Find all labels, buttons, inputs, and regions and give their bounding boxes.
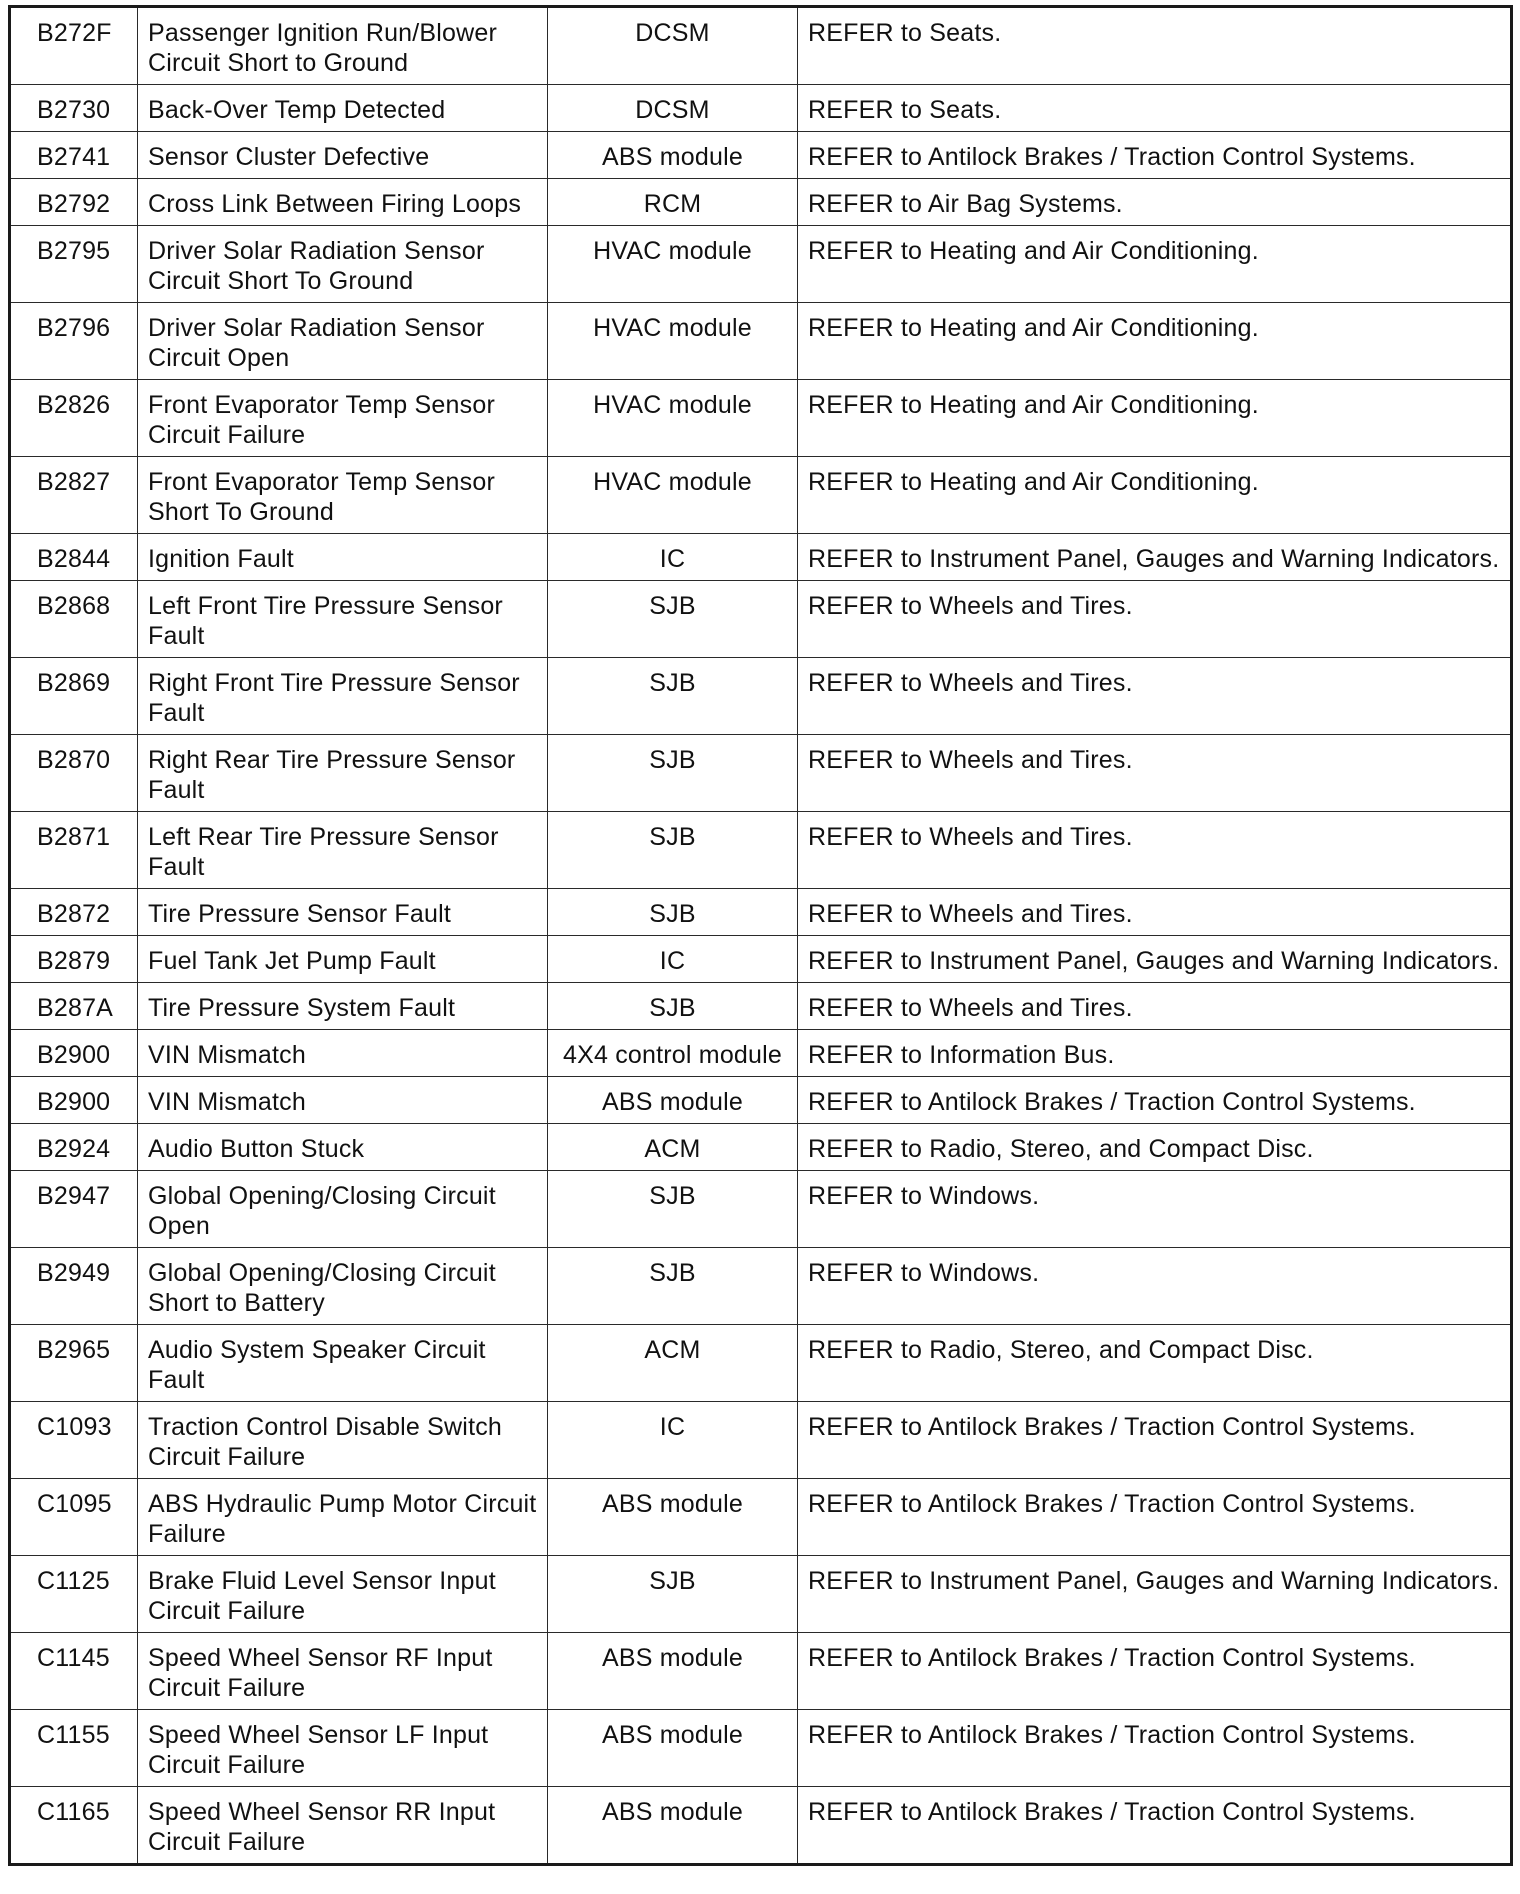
dtc-action-cell: REFER to Antilock Brakes / Traction Control Systems. <box>798 1077 1512 1124</box>
dtc-code-cell: B2900 <box>10 1077 138 1124</box>
dtc-action-cell: REFER to Antilock Brakes / Traction Control Systems. <box>798 1710 1512 1787</box>
dtc-action-cell: REFER to Windows. <box>798 1171 1512 1248</box>
dtc-description-cell: Speed Wheel Sensor LF Input Circuit Failure <box>138 1710 548 1787</box>
dtc-action-cell: REFER to Windows. <box>798 1248 1512 1325</box>
table-row <box>10 380 1512 457</box>
dtc-module-cell: RCM <box>548 179 798 226</box>
dtc-action-cell: REFER to Heating and Air Conditioning. <box>798 303 1512 380</box>
dtc-description-cell: VIN Mismatch <box>138 1077 548 1124</box>
dtc-module-cell: SJB <box>548 735 798 812</box>
dtc-code-cell: B2741 <box>10 132 138 179</box>
dtc-module-cell: HVAC module <box>548 303 798 380</box>
dtc-module-cell: DCSM <box>548 85 798 132</box>
table-row <box>10 1556 1512 1633</box>
table-row <box>10 1479 1512 1556</box>
dtc-description-cell: Speed Wheel Sensor RR Input Circuit Failure <box>138 1787 548 1865</box>
dtc-code-cell: B2872 <box>10 889 138 936</box>
dtc-action-cell: REFER to Wheels and Tires. <box>798 735 1512 812</box>
dtc-action-cell: REFER to Air Bag Systems. <box>798 179 1512 226</box>
table-row <box>10 1710 1512 1787</box>
dtc-description-cell: Audio Button Stuck <box>138 1124 548 1171</box>
dtc-description-cell: Global Opening/Closing Circuit Open <box>138 1171 548 1248</box>
dtc-code-cell: B2868 <box>10 581 138 658</box>
dtc-code-cell: B2924 <box>10 1124 138 1171</box>
dtc-action-cell: REFER to Antilock Brakes / Traction Control Systems. <box>798 1787 1512 1865</box>
dtc-code-cell: C1125 <box>10 1556 138 1633</box>
dtc-action-cell: REFER to Heating and Air Conditioning. <box>798 226 1512 303</box>
dtc-code-cell: C1095 <box>10 1479 138 1556</box>
dtc-code-cell: B2879 <box>10 936 138 983</box>
table-row <box>10 1402 1512 1479</box>
dtc-module-cell: ABS module <box>548 1787 798 1865</box>
dtc-module-cell: DCSM <box>548 7 798 85</box>
dtc-code-cell: B2795 <box>10 226 138 303</box>
dtc-action-cell: REFER to Seats. <box>798 85 1512 132</box>
table-row <box>10 1077 1512 1124</box>
dtc-description-cell: Driver Solar Radiation Sensor Circuit Short To Ground <box>138 226 548 303</box>
dtc-code-cell: B2870 <box>10 735 138 812</box>
dtc-module-cell: ABS module <box>548 132 798 179</box>
dtc-description-cell: Front Evaporator Temp Sensor Circuit Failure <box>138 380 548 457</box>
dtc-module-cell: ABS module <box>548 1633 798 1710</box>
dtc-module-cell: IC <box>548 1402 798 1479</box>
dtc-code-cell: C1165 <box>10 1787 138 1865</box>
dtc-description-cell: Tire Pressure Sensor Fault <box>138 889 548 936</box>
table-row <box>10 303 1512 380</box>
dtc-module-cell: ACM <box>548 1124 798 1171</box>
table-row <box>10 983 1512 1030</box>
dtc-description-cell: Ignition Fault <box>138 534 548 581</box>
dtc-module-cell: SJB <box>548 1556 798 1633</box>
dtc-description-cell: Traction Control Disable Switch Circuit Failure <box>138 1402 548 1479</box>
dtc-table <box>8 5 1513 1866</box>
table-row <box>10 1124 1512 1171</box>
dtc-code-cell: B287A <box>10 983 138 1030</box>
dtc-description-cell: Right Front Tire Pressure Sensor Fault <box>138 658 548 735</box>
dtc-description-cell: Back-Over Temp Detected <box>138 85 548 132</box>
dtc-description-cell: Audio System Speaker Circuit Fault <box>138 1325 548 1402</box>
dtc-code-cell: C1093 <box>10 1402 138 1479</box>
table-row <box>10 85 1512 132</box>
table-row <box>10 581 1512 658</box>
dtc-description-cell: Front Evaporator Temp Sensor Short To Ground <box>138 457 548 534</box>
dtc-description-cell: Right Rear Tire Pressure Sensor Fault <box>138 735 548 812</box>
dtc-code-cell: B2827 <box>10 457 138 534</box>
dtc-module-cell: 4X4 control module <box>548 1030 798 1077</box>
dtc-description-cell: Left Rear Tire Pressure Sensor Fault <box>138 812 548 889</box>
dtc-action-cell: REFER to Instrument Panel, Gauges and Warning Indicators. <box>798 1556 1512 1633</box>
dtc-module-cell: SJB <box>548 581 798 658</box>
table-row <box>10 457 1512 534</box>
dtc-action-cell: REFER to Wheels and Tires. <box>798 812 1512 889</box>
dtc-description-cell: Speed Wheel Sensor RF Input Circuit Failure <box>138 1633 548 1710</box>
dtc-code-cell: B2869 <box>10 658 138 735</box>
table-row <box>10 1171 1512 1248</box>
dtc-module-cell: IC <box>548 534 798 581</box>
dtc-module-cell: HVAC module <box>548 457 798 534</box>
dtc-code-cell: B2900 <box>10 1030 138 1077</box>
dtc-module-cell: SJB <box>548 658 798 735</box>
dtc-code-cell: B2730 <box>10 85 138 132</box>
dtc-code-cell: B2949 <box>10 1248 138 1325</box>
dtc-code-cell: B2792 <box>10 179 138 226</box>
dtc-code-cell: B2871 <box>10 812 138 889</box>
dtc-code-cell: C1155 <box>10 1710 138 1787</box>
dtc-action-cell: REFER to Radio, Stereo, and Compact Disc. <box>798 1124 1512 1171</box>
dtc-action-cell: REFER to Wheels and Tires. <box>798 658 1512 735</box>
dtc-code-cell: B2965 <box>10 1325 138 1402</box>
dtc-action-cell: REFER to Information Bus. <box>798 1030 1512 1077</box>
dtc-module-cell: SJB <box>548 1171 798 1248</box>
dtc-module-cell: ACM <box>548 1325 798 1402</box>
table-row <box>10 534 1512 581</box>
table-row <box>10 1248 1512 1325</box>
dtc-action-cell: REFER to Instrument Panel, Gauges and Warning Indicators. <box>798 534 1512 581</box>
dtc-action-cell: REFER to Radio, Stereo, and Compact Disc. <box>798 1325 1512 1402</box>
table-row <box>10 1787 1512 1865</box>
dtc-module-cell: SJB <box>548 812 798 889</box>
dtc-module-cell: SJB <box>548 1248 798 1325</box>
dtc-description-cell: Passenger Ignition Run/Blower Circuit Short to Ground <box>138 7 548 85</box>
dtc-code-cell: B2796 <box>10 303 138 380</box>
dtc-action-cell: REFER to Antilock Brakes / Traction Control Systems. <box>798 1479 1512 1556</box>
dtc-code-cell: B2826 <box>10 380 138 457</box>
table-row <box>10 812 1512 889</box>
table-row <box>10 1030 1512 1077</box>
dtc-description-cell: Fuel Tank Jet Pump Fault <box>138 936 548 983</box>
dtc-code-cell: C1145 <box>10 1633 138 1710</box>
dtc-module-cell: ABS module <box>548 1710 798 1787</box>
table-row <box>10 7 1512 85</box>
dtc-action-cell: REFER to Antilock Brakes / Traction Control Systems. <box>798 132 1512 179</box>
dtc-table-body <box>10 7 1512 1865</box>
table-row <box>10 132 1512 179</box>
dtc-description-cell: Driver Solar Radiation Sensor Circuit Open <box>138 303 548 380</box>
dtc-module-cell: SJB <box>548 889 798 936</box>
dtc-action-cell: REFER to Seats. <box>798 7 1512 85</box>
dtc-action-cell: REFER to Wheels and Tires. <box>798 983 1512 1030</box>
dtc-description-cell: Sensor Cluster Defective <box>138 132 548 179</box>
table-row <box>10 658 1512 735</box>
table-row <box>10 179 1512 226</box>
table-row <box>10 1633 1512 1710</box>
dtc-action-cell: REFER to Heating and Air Conditioning. <box>798 457 1512 534</box>
dtc-description-cell: VIN Mismatch <box>138 1030 548 1077</box>
dtc-description-cell: Global Opening/Closing Circuit Short to Battery <box>138 1248 548 1325</box>
dtc-action-cell: REFER to Instrument Panel, Gauges and Warning Indicators. <box>798 936 1512 983</box>
dtc-module-cell: SJB <box>548 983 798 1030</box>
table-row <box>10 226 1512 303</box>
dtc-description-cell: Tire Pressure System Fault <box>138 983 548 1030</box>
dtc-module-cell: HVAC module <box>548 380 798 457</box>
dtc-action-cell: REFER to Wheels and Tires. <box>798 889 1512 936</box>
table-row <box>10 1325 1512 1402</box>
table-row <box>10 889 1512 936</box>
dtc-action-cell: REFER to Antilock Brakes / Traction Control Systems. <box>798 1633 1512 1710</box>
dtc-description-cell: Left Front Tire Pressure Sensor Fault <box>138 581 548 658</box>
dtc-module-cell: HVAC module <box>548 226 798 303</box>
dtc-code-cell: B2947 <box>10 1171 138 1248</box>
dtc-module-cell: IC <box>548 936 798 983</box>
dtc-description-cell: Cross Link Between Firing Loops <box>138 179 548 226</box>
dtc-module-cell: ABS module <box>548 1077 798 1124</box>
dtc-action-cell: REFER to Wheels and Tires. <box>798 581 1512 658</box>
dtc-code-cell: B272F <box>10 7 138 85</box>
dtc-code-cell: B2844 <box>10 534 138 581</box>
dtc-description-cell: Brake Fluid Level Sensor Input Circuit Failure <box>138 1556 548 1633</box>
table-row <box>10 936 1512 983</box>
dtc-action-cell: REFER to Antilock Brakes / Traction Control Systems. <box>798 1402 1512 1479</box>
dtc-action-cell: REFER to Heating and Air Conditioning. <box>798 380 1512 457</box>
dtc-module-cell: ABS module <box>548 1479 798 1556</box>
dtc-description-cell: ABS Hydraulic Pump Motor Circuit Failure <box>138 1479 548 1556</box>
table-row <box>10 735 1512 812</box>
